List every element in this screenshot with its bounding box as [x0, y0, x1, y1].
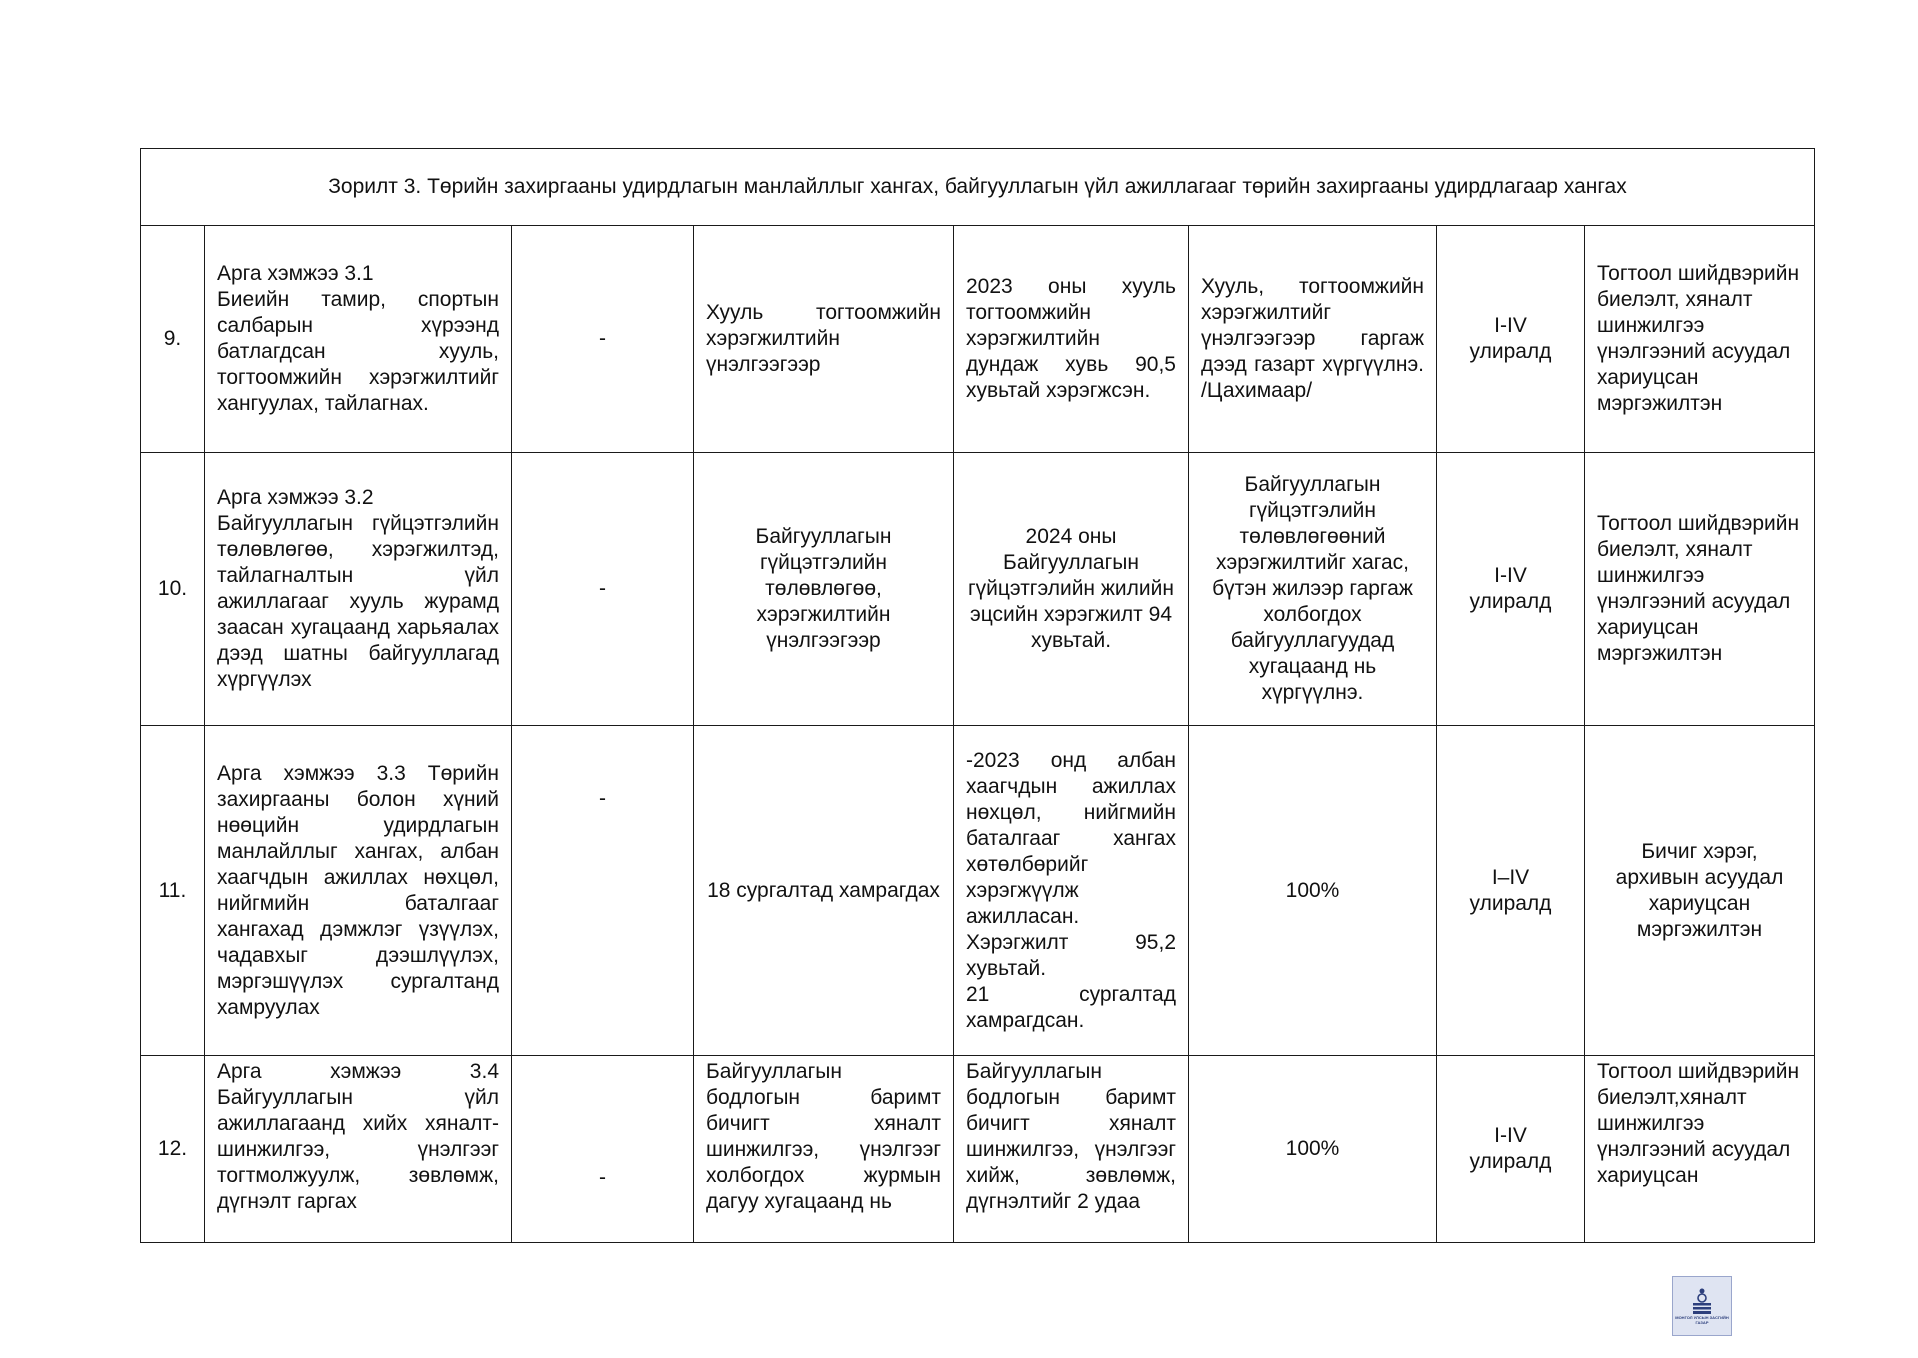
- row-number: 12.: [141, 1056, 205, 1243]
- target-cell: Байгууллагын гүйцэтгэлийн төлөвлөгөөний хэрэгжилтийг хагас, бүтэн жилээр гаргаж холбогдох байгууллагуудад хугацаанд нь хүргүүлнэ.: [1189, 453, 1437, 726]
- table-row: [141, 453, 1815, 726]
- target-cell: 100%: [1189, 1056, 1437, 1243]
- indicator-cell: Байгууллагын бодлогын баримт бичигт хяналт шинжилгээ, үнэлгээг холбогдох журмын дагуу хугацаанд нь: [694, 1056, 954, 1243]
- target-cell: 100%: [1189, 726, 1437, 1056]
- dash-cell: -: [512, 726, 694, 1056]
- dash-cell: -: [512, 1056, 694, 1243]
- responsible-cell: Тогтоол шийдвэрийн биелэлт, хяналт шинжилгээ үнэлгээний асуудал хариуцсан мэргэжилтэн: [1585, 226, 1815, 453]
- dash-cell: -: [512, 226, 694, 453]
- plan-table: [140, 148, 1815, 1243]
- baseline-cell: -2023 онд албан хаагчдын ажиллах нөхцөл, нийгмийн баталгааг хангах хөтөлбөрийг хэрэгжүүлж ажилласан. Хэрэгжилт 95,2 хувьтай. 21 сургалтад хамрагдсан.: [954, 726, 1189, 1056]
- table-row: [141, 226, 1815, 453]
- row-number: 9.: [141, 226, 205, 453]
- baseline-cell: Байгууллагын бодлогын баримт бичигт хяналт шинжилгээ, үнэлгээг хийж, зөвлөмж, дүгнэлтийг 2 удаа: [954, 1056, 1189, 1243]
- soyombo-emblem-icon: [1691, 1287, 1713, 1315]
- period-cell: I-IV улиралд: [1437, 453, 1585, 726]
- action-cell: Арга хэмжээ 3.3 Төрийн захиргааны болон хүний нөөцийн удирдлагын манлайллыг хангах, албан хаагчдын ажиллах нөхцөл, нийгмийн баталгааг хангахад дэмжлэг үзүүлэх, чадавхыг дээшлүүлэх, мэргэшүүлэх сургалтанд хамруулах: [205, 726, 512, 1056]
- responsible-cell: Бичиг хэрэг, архивын асуудал хариуцсан мэргэжилтэн: [1585, 726, 1815, 1056]
- action-cell: Арга хэмжээ 3.1 Биеийн тамир, спортын салбарын хүрээнд батлагдсан хууль, тогтоомжийн хэрэгжилтийг хангуулах, тайлагнах.: [205, 226, 512, 453]
- period-cell: I–IV улиралд: [1437, 726, 1585, 1056]
- baseline-cell: 2023 оны хууль тогтоомжийн хэрэгжилтийн дундаж хувь 90,5 хувьтай хэрэгжсэн.: [954, 226, 1189, 453]
- baseline-cell: 2024 оны Байгууллагын гүйцэтгэлийн жилийн эцсийн хэрэгжилт 94 хувьтай.: [954, 453, 1189, 726]
- period-cell: I-IV улиралд: [1437, 226, 1585, 453]
- row-number: 11.: [141, 726, 205, 1056]
- row-number: 10.: [141, 453, 205, 726]
- period-cell: I-IV улиралд: [1437, 1056, 1585, 1243]
- indicator-cell: Хууль тогтоомжийн хэрэгжилтийн үнэлгээгээр: [694, 226, 954, 453]
- table-row: [141, 726, 1815, 1056]
- dash-cell: -: [512, 453, 694, 726]
- table-row: [141, 1056, 1815, 1243]
- action-cell: Арга хэмжээ 3.4 Байгууллагын үйл ажиллагаанд хийх хяналт-шинжилгээ, үнэлгээг тогтмолжуулж, зөвлөмж, дүгнэлт гаргах: [205, 1056, 512, 1243]
- responsible-cell: Тогтоол шийдвэрийн биелэлт,хяналт шинжилгээ үнэлгээний асуудал хариуцсан: [1585, 1056, 1815, 1243]
- government-seal: [1672, 1276, 1732, 1336]
- target-cell: Хууль, тогтоомжийн хэрэгжилтийг үнэлгээгээр гаргаж дээд газарт хүргүүлнэ. /Цахимаар/: [1189, 226, 1437, 453]
- goal-row: [141, 149, 1815, 226]
- indicator-cell: Байгууллагын гүйцэтгэлийн төлөвлөгөө, хэрэгжилтийн үнэлгээгээр: [694, 453, 954, 726]
- responsible-cell: Тогтоол шийдвэрийн биелэлт, хяналт шинжилгээ үнэлгээний асуудал хариуцсан мэргэжилтэн: [1585, 453, 1815, 726]
- action-cell: Арга хэмжээ 3.2 Байгууллагын гүйцэтгэлийн төлөвлөгөө, хэрэгжилтэд, тайлагналтын үйл ажиллагааг хууль журамд заасан хугацаанд харьяалах дээд шатны байгууллагад хүргүүлэх: [205, 453, 512, 726]
- goal-heading: Зорилт 3. Төрийн захиргааны удирдлагын манлайллыг хангах, байгууллагын үйл ажиллагааг төрийн захиргааны удирдлагаар хангах: [141, 149, 1815, 226]
- seal-caption: МОНГОЛ УЛСЫН ЗАСГИЙН ГАЗАР: [1675, 1315, 1729, 1325]
- indicator-cell: 18 сургалтад хамрагдах: [694, 726, 954, 1056]
